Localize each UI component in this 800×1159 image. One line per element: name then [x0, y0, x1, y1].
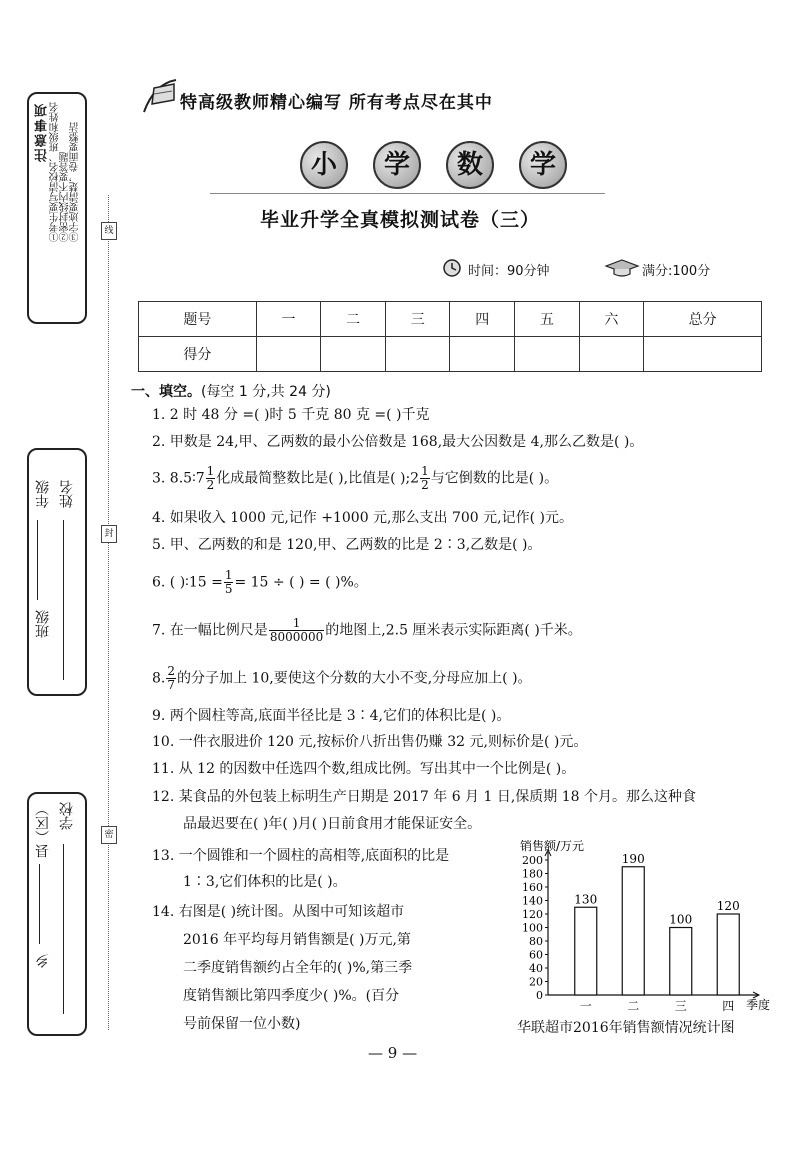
- table-row: [139, 302, 762, 337]
- sales-bar-chart: [510, 840, 780, 1015]
- y-tick-label: 200: [522, 854, 543, 867]
- table-cell: 总分: [644, 302, 762, 337]
- bar: [670, 928, 692, 996]
- score-table: [138, 301, 762, 372]
- fraction-numerator: 2: [167, 664, 175, 678]
- subject-char-badge: 学: [373, 141, 421, 189]
- subject-char-badge: 学: [519, 141, 567, 189]
- table-cell: 四: [450, 302, 515, 337]
- score-cell[interactable]: [385, 337, 450, 372]
- clock-icon: [440, 258, 466, 278]
- paper-title: 毕业升学全真模拟测试卷（三）: [260, 209, 541, 231]
- question-14-line2: 2016 年平均每月销售额是( )万元,第: [183, 932, 411, 948]
- fraction-denominator: 2: [206, 478, 215, 492]
- fraction-numerator: 1: [269, 617, 324, 631]
- y-tick-label: 100: [522, 921, 543, 935]
- score-cell[interactable]: [644, 337, 762, 372]
- class-label: 班级: [35, 610, 51, 638]
- student-info-box: [27, 448, 87, 696]
- score-cell[interactable]: [321, 337, 386, 372]
- section-note: (每空 1 分,共 24 分): [201, 384, 331, 400]
- fraction-denominator: 5: [224, 582, 233, 596]
- question-2: 2. 甲数是 24,甲、乙两数的最小公倍数是 168,最大公因数是 4,那么乙数是( )。: [152, 434, 644, 450]
- bar-value-label: 100: [669, 912, 693, 927]
- x-tick-label: 三: [674, 999, 687, 1013]
- fraction-denominator: 7: [167, 678, 175, 692]
- fraction-numerator: 1: [224, 568, 233, 582]
- table-cell: 题号: [139, 302, 257, 337]
- fraction: [269, 617, 324, 644]
- question-5: 5. 甲、乙两数的和是 120,甲、乙两数的比是 2∶3,乙数是( )。: [152, 537, 542, 553]
- y-tick-label: 40: [529, 962, 543, 975]
- question-14-line5: 号前保留一位小数): [183, 1016, 301, 1032]
- question-4: 4. 如果收入 1000 元,记作 +1000 元,那么支出 700 元,记作( )元。: [152, 510, 573, 526]
- seal-mark-mi: 密: [101, 826, 117, 844]
- question-12-line1: 12. 某食品的外包装上标明生产日期是 2017 年 6 月 1 日,保质期 18 个月。那么这种食: [152, 789, 697, 805]
- bar-value-label: 190: [621, 851, 645, 866]
- question-text: 的分子加上 10,要使这个分数的大小不变,分母应加上( )。: [177, 670, 532, 687]
- book-pen-icon: [140, 74, 180, 116]
- question-6: [152, 569, 368, 596]
- full-score: 满分:100分: [642, 264, 711, 279]
- grade-label: 年级: [35, 480, 51, 508]
- y-tick-label: 20: [529, 975, 543, 989]
- question-14-line1: 14. 右图是( )统计图。从图中可知该超市: [152, 904, 405, 920]
- page-number: — 9 —: [368, 1044, 418, 1062]
- question-12-line2: 品最迟要在( )年( )月( )日前食用才能保证安全。: [183, 816, 482, 832]
- notice-items: [51, 102, 81, 242]
- slogan: 特高级教师精心编写 所有考点尽在其中: [180, 93, 493, 113]
- y-tick-label: 80: [529, 935, 543, 948]
- notice-item: ③字迹要清楚，卷面要整洁: [70, 122, 81, 242]
- school-label: 学校: [59, 802, 75, 830]
- fraction: [224, 569, 234, 596]
- question-8: [152, 665, 532, 692]
- bar: [622, 867, 644, 995]
- x-tick-label: 二: [627, 999, 640, 1013]
- fraction-numerator: 1: [421, 464, 429, 478]
- fraction-numerator: 1: [206, 464, 215, 478]
- school-blank[interactable]: [63, 844, 65, 1014]
- subject-char-badge: 数: [446, 141, 494, 189]
- notice-title: 注意事项: [35, 102, 50, 162]
- table-cell: 得分: [139, 337, 257, 372]
- table-cell: 六: [579, 302, 644, 337]
- question-text: 的地图上,2.5 厘米表示实际距离( )千米。: [325, 622, 582, 639]
- question-text: 3. 8.5∶7: [152, 470, 205, 487]
- seal-mark-feng: 封: [101, 525, 117, 543]
- name-label: 姓名: [59, 480, 75, 508]
- graduation-cap-icon: [604, 258, 640, 278]
- question-3: [152, 465, 558, 492]
- table-cell: 二: [321, 302, 386, 337]
- chart-title: 华联超市2016年销售额情况统计图: [517, 1020, 735, 1036]
- county-label: 县（区）: [35, 802, 51, 858]
- fraction-denominator: 8000000: [269, 630, 324, 644]
- table-cell: 五: [515, 302, 580, 337]
- notice-item: ①考生要写清校名、班级和姓名: [50, 102, 61, 242]
- y-tick-label: 160: [522, 881, 543, 894]
- chart-bars: [574, 852, 739, 1013]
- score-cell[interactable]: [450, 337, 515, 372]
- seal-mark-xian: 线: [101, 222, 117, 240]
- table-cell: 三: [385, 302, 450, 337]
- question-text: = 15 ÷ ( ) = ( )%。: [234, 574, 368, 591]
- town-label: 乡: [35, 954, 51, 968]
- question-14-line3: 二季度销售额约占全年的( )%,第三季: [183, 960, 413, 976]
- y-axis-label: 销售额/万元: [520, 840, 585, 853]
- name-blank[interactable]: [63, 520, 65, 680]
- question-13-line2: 1∶3,它们体积的比是( )。: [183, 874, 347, 890]
- seal-line: [108, 195, 109, 1030]
- y-tick-label: 0: [536, 989, 543, 1002]
- y-tick-label: 180: [522, 867, 543, 881]
- notice-item: ②密封线内不要答题: [60, 152, 71, 242]
- bar-value-label: 130: [574, 892, 598, 907]
- fraction: [420, 465, 430, 492]
- exam-time: 时间：90分钟: [468, 264, 550, 279]
- question-1: 1. 2 时 48 分 =( )时 5 千克 80 克 =( )千克: [152, 407, 430, 423]
- bar-value-label: 120: [716, 899, 740, 913]
- y-tick-label: 140: [522, 894, 543, 908]
- grade-blank[interactable]: [37, 520, 39, 600]
- table-cell: 一: [256, 302, 321, 337]
- question-14-line4: 度销售额比第四季度少( )%。(百分: [183, 988, 400, 1004]
- score-cell[interactable]: [579, 337, 644, 372]
- question-9: 9. 两个圆柱等高,底面半径比是 3∶4,它们的体积比是( )。: [152, 708, 511, 724]
- section-title: 一、填空。: [131, 384, 201, 400]
- subject-char-badge: 小: [300, 141, 348, 189]
- score-cell[interactable]: [515, 337, 580, 372]
- x-tick-label: 一: [579, 999, 592, 1013]
- question-text: 8.: [152, 670, 166, 687]
- table-row: [139, 337, 762, 372]
- score-cell[interactable]: [256, 337, 321, 372]
- notice-box: [27, 92, 87, 324]
- x-tick-label: 四: [722, 999, 735, 1013]
- school-info-box: [27, 792, 87, 1036]
- question-text: 7. 在一幅比例尺是: [152, 622, 268, 639]
- x-axis-label: 季度: [746, 998, 771, 1012]
- bar: [717, 914, 739, 995]
- question-7: [152, 617, 582, 644]
- question-10: 10. 一件衣服进价 120 元,按标价八折出售仍赚 32 元,则标价是( )元。: [152, 734, 588, 750]
- y-tick-label: 60: [529, 948, 543, 962]
- fraction: [166, 665, 176, 692]
- fraction: [206, 465, 216, 492]
- question-13-line1: 13. 一个圆锥和一个圆柱的高相等,底面积的比是: [152, 848, 450, 864]
- question-text: 与它倒数的比是( )。: [430, 470, 559, 487]
- y-tick-label: 120: [522, 908, 543, 921]
- question-11: 11. 从 12 的因数中任选四个数,组成比例。写出其中一个比例是( )。: [152, 761, 576, 777]
- county-blank[interactable]: [39, 864, 41, 944]
- question-text: 化成最简整数比是( ),比值是( );2: [216, 470, 420, 487]
- section-heading: [131, 381, 331, 401]
- question-text: 6. ( )∶15 =: [152, 574, 223, 591]
- fraction-denominator: 2: [421, 478, 429, 492]
- header-rule: [210, 193, 605, 194]
- bar: [575, 907, 597, 995]
